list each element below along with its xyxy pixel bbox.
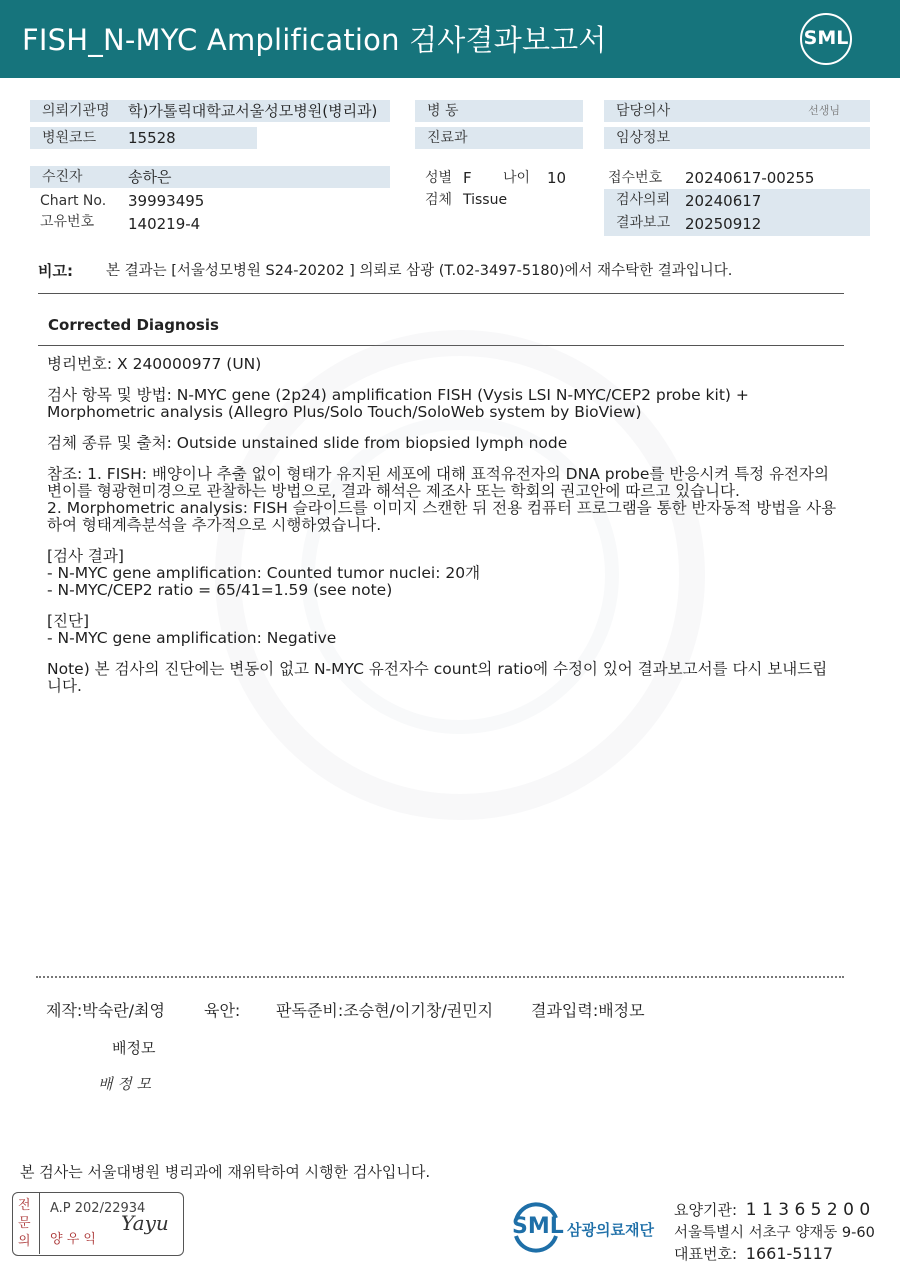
chart-label: Chart No. (40, 193, 107, 209)
note: Note) 본 검사의 진단에는 변동이 없고 N-MYC 유전자수 count의 ratio에 수정이 있어 결과보고서를 다시 보내드립니다. (47, 660, 828, 695)
specimen-label: 검체 (425, 192, 453, 208)
request-value: 20240617 (685, 192, 762, 210)
specimen-value: Tissue (463, 192, 508, 208)
divider-top (38, 293, 844, 294)
foundation-name: 삼광의료재단 (567, 1221, 654, 1239)
clinical-label: 임상정보 (616, 130, 671, 146)
remark-label: 비고: (38, 262, 73, 280)
doctor-suffix: 선생님 (808, 104, 840, 117)
report-title: FISH_N-MYC Amplification 검사결과보고서 (22, 23, 607, 57)
dept-label: 진료과 (427, 130, 468, 146)
specialist-stamp (12, 1192, 184, 1256)
remark-text: 본 결과는 [서울성모병원 S24-20202 ] 의뢰로 삼광 (T.02-3497-5180)에서 재수탁한 결과입니다. (106, 263, 733, 279)
report-label: 결과보고 (616, 215, 671, 231)
stamp-ap: A.P 202/22934 (50, 1201, 146, 1216)
uid-value: 140219-4 (128, 215, 201, 233)
stamp-side-label: 전문의 (13, 1193, 40, 1254)
section-title: Corrected Diagnosis (48, 316, 219, 334)
institution-label: 의뢰기관명 (42, 103, 110, 119)
receipt-label: 접수번호 (608, 170, 663, 186)
sml-logo-badge (800, 13, 852, 65)
footer-divider (36, 976, 844, 978)
result-line-2: - N-MYC/CEP2 ratio = 65/41=1.59 (see note) (47, 581, 393, 599)
sex-value: F (463, 169, 472, 187)
institution-code-value: 1 1 3 6 5 2 0 0 (745, 1200, 871, 1220)
result-input: 결과입력:배정모 (531, 1001, 645, 1020)
patient-label: 수진자 (42, 169, 83, 185)
signer-name: 배정모 (112, 1039, 156, 1057)
doctor-row (604, 100, 870, 122)
phone-value: 1661-5117 (745, 1244, 834, 1263)
patient-row (30, 166, 390, 188)
reader-prep: 판독준비:조승현/이기창/권민지 (276, 1001, 494, 1020)
uid-label: 고유번호 (40, 214, 95, 230)
hospital-code-value: 15528 (128, 129, 176, 147)
signature: 배 정 모 (98, 1075, 152, 1093)
diagnosis-body (47, 356, 842, 709)
phone (674, 1243, 833, 1264)
chart-value: 39993495 (128, 192, 205, 210)
age-value: 10 (547, 169, 567, 187)
patient-value: 송하은 (128, 168, 172, 186)
clinical-row (604, 127, 870, 149)
sml-footer-logo (510, 1200, 654, 1258)
hospital-code-label: 병원코드 (42, 130, 97, 146)
stamp-name: 양 우 익 (50, 1232, 96, 1247)
institution-code (674, 1199, 870, 1220)
address: 서울특별시 서초구 양재동 9-60 (674, 1225, 875, 1241)
result-header: [검사 결과] (47, 547, 124, 565)
ward-label: 병 동 (427, 103, 459, 119)
request-label: 검사의뢰 (616, 192, 671, 208)
diagnosis-line-1: - N-MYC gene amplification: Negative (47, 629, 337, 647)
test-method: 검사 항목 및 방법: N-MYC gene (2p24) amplification FISH (Vysis LSI N-MYC/CEP2 probe kit) + Morphometric analysis (Allegro Plus/Solo Touch/SoloWeb system by BioView) (47, 386, 749, 421)
report-header (0, 0, 900, 78)
ward-row (415, 100, 583, 122)
reference-2: 2. Morphometric analysis: FISH 슬라이드를 이미지 스캔한 뒤 전용 컴퓨터 프로그램을 통한 반자동적 방법을 사용하여 형태계측분석을 추가적으로 시행하였습니다. (47, 499, 837, 534)
age-label: 나이 (503, 170, 531, 186)
yukan: 육안: (204, 1001, 241, 1020)
maker: 제작:박숙란/최영 (46, 1001, 165, 1020)
diagnosis-header: [진단] (47, 612, 90, 630)
dept-row (415, 127, 583, 149)
phone-label: 대표번호: (674, 1245, 738, 1263)
pathology-number: 병리번호: X 240000977 (UN) (47, 355, 262, 373)
reference-1: 참조: 1. FISH: 배양이나 추출 없이 형태가 유지된 세포에 대해 표적유전자의 DNA probe를 반응시켜 특정 유전자의 변이를 형광현미경으로 관찰하는 방법으로, 결과 해석은 제조사 또는 학회의 권고안에 따르고 있습니다. (47, 465, 829, 500)
report-value: 20250912 (685, 215, 762, 233)
result-line-1: - N-MYC gene amplification: Counted tumor nuclei: 20개 (47, 564, 481, 582)
institution-code-label: 요양기관: (674, 1201, 738, 1219)
outsource-note: 본 검사는 서울대병원 병리과에 재위탁하여 시행한 검사입니다. (20, 1163, 431, 1181)
stamp-signature: Yayu (121, 1211, 169, 1235)
sml-logo-text: SML (803, 27, 849, 49)
receipt-value: 20240617-00255 (685, 169, 815, 187)
specimen-source: 검체 종류 및 출처: Outside unstained slide from biopsied lymph node (47, 434, 568, 452)
sml-brand-text: SML (512, 1214, 564, 1239)
sex-label: 성별 (425, 170, 453, 186)
doctor-label: 담당의사 (616, 103, 671, 119)
institution-value: 학)가톨릭대학교서울성모병원(병리과) (128, 102, 378, 120)
